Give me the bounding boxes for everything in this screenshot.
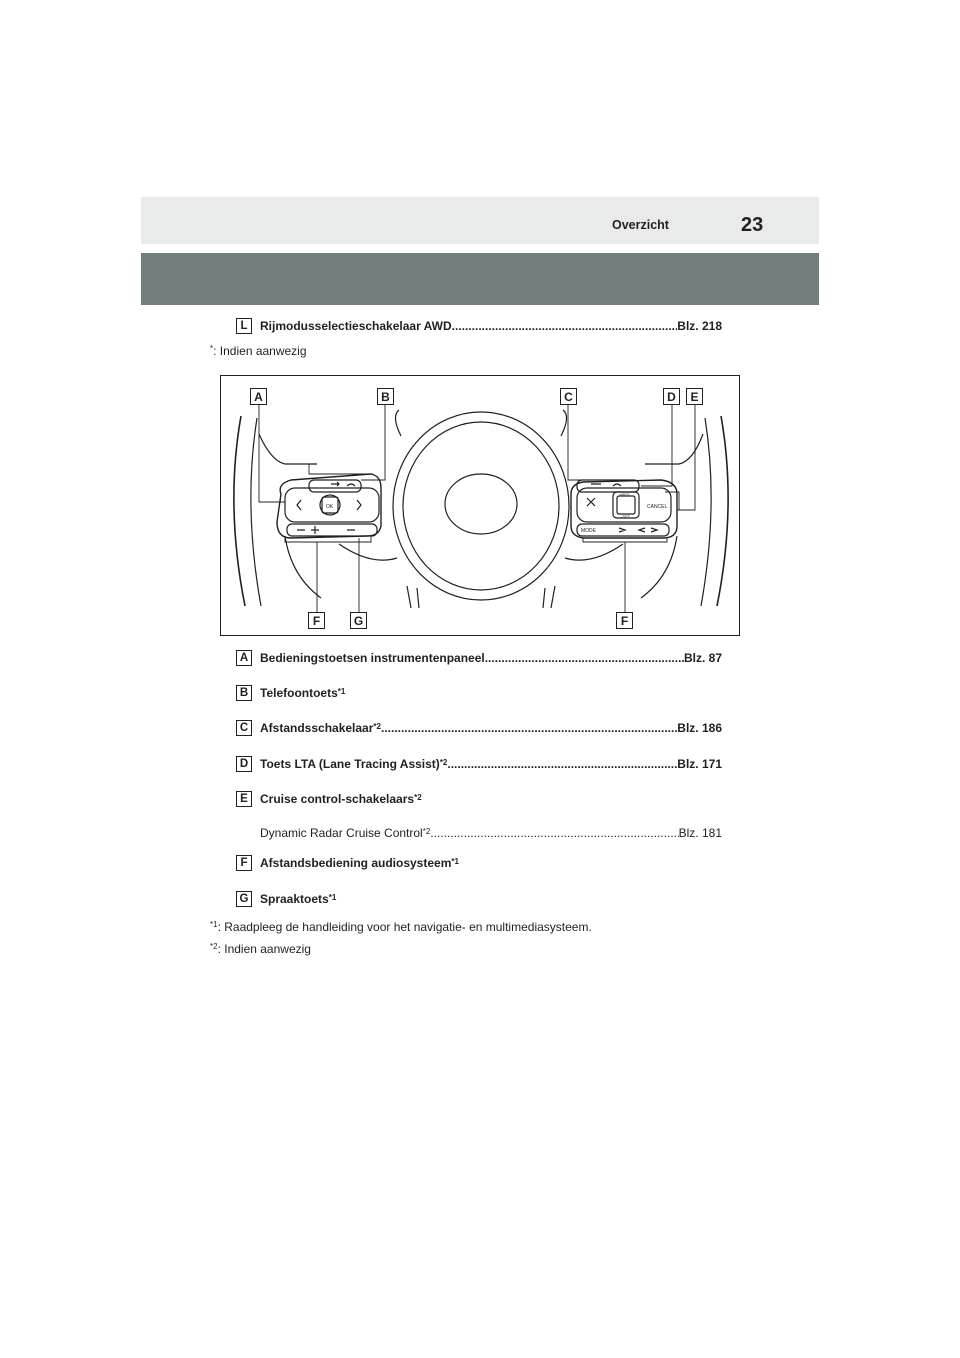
entry-label	[260, 757, 447, 771]
section-banner	[141, 253, 819, 305]
entry-label: Bedieningstoetsen instrumentenpaneel	[260, 651, 485, 665]
footnote-text: : Indien aanwezig	[217, 942, 311, 956]
entry-badge: G	[236, 891, 252, 907]
entry-label-text: Cruise control-schakelaars	[260, 792, 415, 806]
steering-wheel-illustration	[221, 376, 741, 637]
entry-page-ref[interactable]: Blz. 186	[677, 721, 722, 735]
footnote-mark: *1	[210, 920, 218, 929]
entry-l	[236, 318, 722, 334]
entry-badge: A	[236, 650, 252, 666]
entry-badge: D	[236, 756, 252, 772]
section-title: Overzicht	[612, 218, 669, 232]
footnote-text: : Indien aanwezig	[213, 344, 307, 358]
entry-page-ref[interactable]: Blz. 87	[683, 651, 722, 665]
entry-label	[260, 792, 422, 806]
footnote-ref: *2	[439, 758, 448, 767]
leader-dots	[381, 721, 677, 735]
entry-c	[236, 720, 722, 736]
subentry-label-text: Dynamic Radar Cruise Control	[260, 826, 423, 840]
footnote-ref: *2	[373, 722, 381, 731]
footnote-text: : Raadpleeg de handleiding voor het navigatie- en multimediasysteem.	[217, 920, 592, 934]
footnote-ref: *1	[451, 857, 459, 866]
subentry-dynamic-radar	[260, 825, 722, 841]
entry-f	[236, 855, 722, 871]
footnote-ref: *1	[328, 893, 337, 902]
entry-badge: C	[236, 720, 252, 736]
entry-badge: F	[236, 855, 252, 871]
entry-badge: L	[236, 318, 252, 334]
entry-label-text: Spraaktoets	[260, 892, 329, 906]
footnote-mark: *2	[210, 942, 218, 951]
callout-e: E	[686, 388, 703, 405]
entry-label	[260, 892, 336, 906]
set-button-label: -SET	[621, 514, 631, 519]
res-button-label: +RES	[619, 492, 630, 497]
footnote-mark: *	[210, 344, 214, 353]
entry-badge: E	[236, 791, 252, 807]
callout-f-left: F	[308, 612, 325, 629]
leader-dots	[430, 826, 678, 840]
entry-label	[260, 686, 345, 700]
entry-label-text: Toets LTA (Lane Tracing Assist)	[260, 757, 440, 771]
callout-g: G	[350, 612, 367, 629]
entry-label-text: Telefoontoets	[260, 686, 338, 700]
callout-d: D	[663, 388, 680, 405]
page-number: 23	[741, 214, 764, 236]
entry-label: Rijmodusselectieschakelaar AWD	[260, 319, 452, 333]
ok-button-label: OK	[326, 504, 334, 510]
footnote-ref: *2	[414, 793, 422, 802]
entry-label	[260, 721, 381, 735]
callout-f-right: F	[616, 612, 633, 629]
entry-a	[236, 650, 722, 666]
entry-label-text: Afstandsbediening audiosysteem	[260, 856, 452, 870]
footnote-1	[210, 920, 592, 934]
leader-dots	[447, 757, 677, 771]
entry-label	[260, 856, 459, 870]
entry-label-text: Afstandsschakelaar	[260, 721, 374, 735]
callout-c: C	[560, 388, 577, 405]
callout-a: A	[250, 388, 267, 405]
entry-e	[236, 791, 722, 807]
entry-badge: B	[236, 685, 252, 701]
footnote-ref: *1	[337, 687, 346, 696]
subentry-label	[260, 826, 430, 840]
entry-page-ref[interactable]: Blz. 218	[677, 319, 722, 333]
leader-dots	[485, 651, 684, 665]
footnote-ref: *2	[422, 827, 431, 836]
leader-dots	[452, 319, 678, 333]
entry-page-ref[interactable]: Blz. 171	[677, 757, 722, 771]
entry-d	[236, 756, 722, 772]
entry-b	[236, 685, 722, 701]
footnote-asterisk	[210, 344, 307, 358]
subentry-page-ref[interactable]: Blz. 181	[678, 826, 722, 840]
entry-g	[236, 891, 722, 907]
steering-wheel-figure	[220, 375, 740, 636]
footnote-2	[210, 942, 311, 956]
header-band	[141, 197, 819, 244]
cancel-button-label: CANCEL	[647, 504, 668, 510]
mode-button-label: MODE	[581, 528, 596, 534]
callout-b: B	[377, 388, 394, 405]
